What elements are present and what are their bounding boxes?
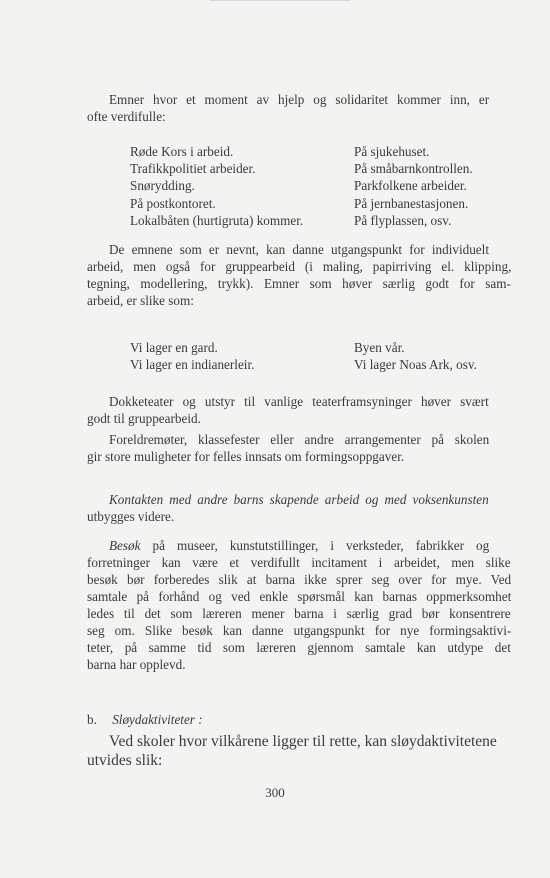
paragraph-7 <box>87 732 511 770</box>
text-line: gir store muligheter for felles innsats om formingsoppgaver. <box>87 449 405 464</box>
paragraph-2 <box>87 241 511 309</box>
text-line: arbeid, men også for gruppearbeid (i maling, papirriving el. klipping, <box>87 259 512 274</box>
list-item: På småbarnkontrollen. <box>354 161 473 177</box>
list-item: På jernbanestasjonen. <box>354 195 469 211</box>
topic-list-1-right <box>354 143 473 229</box>
text-line: teter, på samme tid som læreren gjennom samtale kan utdype det <box>87 640 511 655</box>
text-line: ledes til det som læreren mener barna i særlig grad bør konsentrere <box>87 606 511 621</box>
list-item: På flyplassen, osv. <box>354 212 452 228</box>
text-line: Foreldremøter, klassefester eller andre arrangementer på skolen <box>109 432 490 447</box>
text-line: tegning, modellering, trykk). Emner som høver særlig godt for sam- <box>87 276 511 291</box>
paragraph-4 <box>87 431 511 465</box>
list-item: Vi lager Noas Ark, osv. <box>354 357 477 373</box>
text-line: arbeid, er slike som: <box>87 293 194 308</box>
topic-list-2-left <box>130 339 254 373</box>
list-item: Byen vår. <box>354 340 405 355</box>
list-item: Vi lager en gard. <box>130 340 218 355</box>
text-line: barna har opplevd. <box>87 657 186 672</box>
italic-lead-word: Besøk <box>109 538 141 553</box>
text-line: seg om. Slike besøk kan danne utgangspunkt for nye formingsaktivi- <box>87 623 512 638</box>
text-line: forretninger kan være et verdifullt incitament i arbeidet, men slike <box>87 555 511 570</box>
list-item: Lokalbåten (hurtigruta) kommer. <box>130 212 304 228</box>
intro-line-1: Emner hvor et moment av hjelp og solidaritet kommer inn, er <box>109 92 490 107</box>
intro-paragraph <box>87 91 511 125</box>
text-line: Ved skoler hvor vilkårene ligger til rette, kan sløydaktivitetene <box>109 733 497 750</box>
list-item: Snørydding. <box>130 178 195 194</box>
text-line <box>87 537 511 554</box>
list-item: På postkontoret. <box>130 195 216 211</box>
section-title: Sløydaktiviteter : <box>112 712 203 727</box>
text-line: samtale på forhånd og ved enkle spørsmål kan barnas oppmerksomhet <box>87 589 512 604</box>
text-fragment: på museer, kunstutstillinger, i verksteder, fabrikker og <box>140 538 490 553</box>
italic-heading-line: Kontakten med andre barns skapende arbeid og med voksenkunsten <box>109 492 489 507</box>
topic-list-1-left <box>130 143 303 229</box>
intro-line-2: ofte verdifulle: <box>87 109 166 124</box>
text-line: godt til gruppearbeid. <box>87 411 201 426</box>
list-item: Trafikkpolitiet arbeider. <box>130 161 256 177</box>
text-line: utvides slik: <box>87 752 163 769</box>
section-label: b. <box>87 712 97 727</box>
page-number: 300 <box>265 785 285 800</box>
paragraph-3 <box>87 393 511 427</box>
text-line: besøk bør forberedes slik at barna ikke sprer seg over for mye. Ved <box>87 572 512 587</box>
list-item: Parkfolkene arbeider. <box>354 178 467 194</box>
paragraph-5 <box>87 491 511 525</box>
text-line: Dokketeater og utstyr til vanlige teaterframsyninger høver svært <box>109 394 489 409</box>
text-line: utbygges videre. <box>87 509 175 524</box>
scan-edge-line <box>210 0 350 1</box>
section-b-heading <box>87 711 511 728</box>
text-line: De emnene som er nevnt, kan danne utgangspunkt for individuelt <box>109 242 489 257</box>
list-item: På sjukehuset. <box>354 144 430 159</box>
list-item: Røde Kors i arbeid. <box>130 144 234 159</box>
topic-list-2-right <box>354 339 477 373</box>
paragraph-6 <box>87 537 511 673</box>
list-item: Vi lager en indianerleir. <box>130 357 255 373</box>
